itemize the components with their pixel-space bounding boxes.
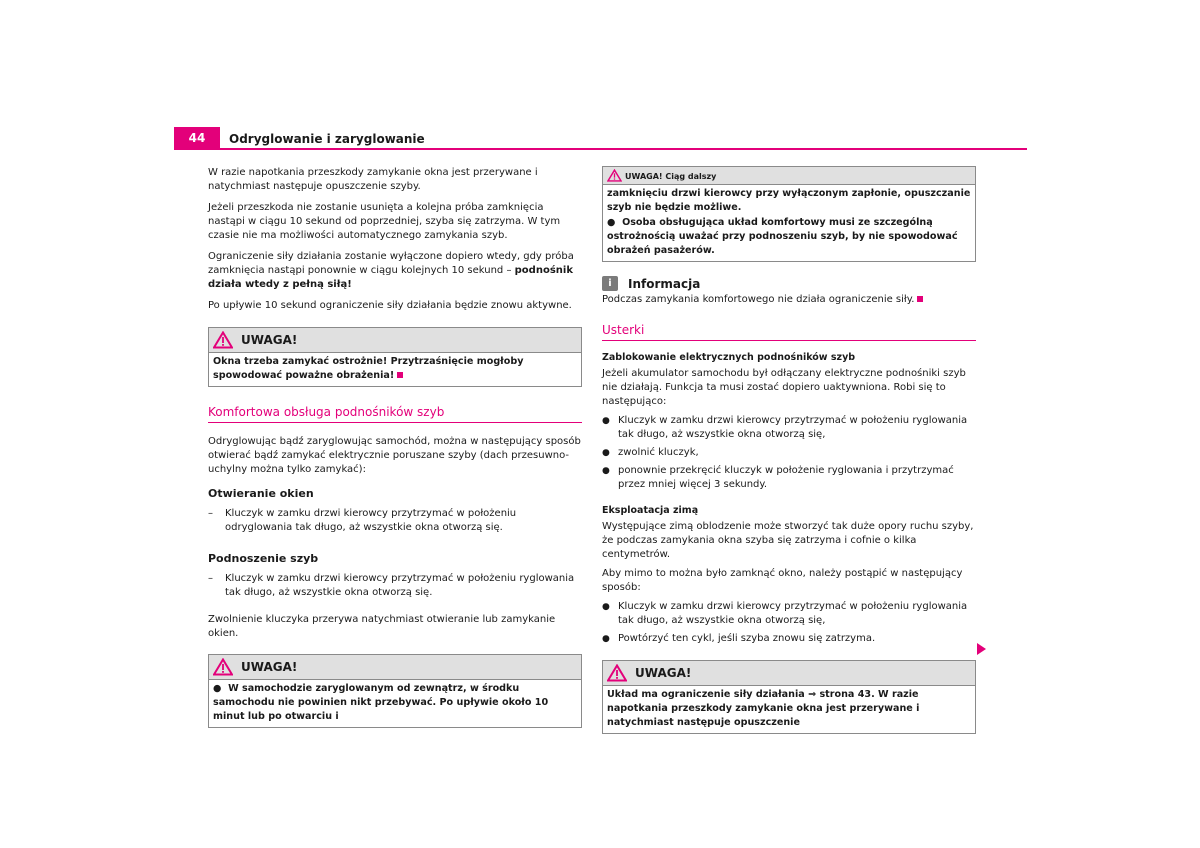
list-item: ● Kluczyk w zamku drzwi kierowcy przytrzymać w położeniu ryglowania tak długo, aż wszystkie okna otworzą się, xyxy=(602,415,968,440)
subheading: Podnoszenie szyb xyxy=(208,552,319,565)
warning-box xyxy=(208,327,582,387)
paragraph: W razie napotkania przeszkody zamykanie okna jest przerywane i natychmiast następuje opuszczenie szyby. xyxy=(208,167,538,192)
warning-icon xyxy=(213,331,233,349)
warning-icon xyxy=(213,658,233,676)
paragraph: Zwolnienie kluczyka przerywa natychmiast otwieranie lub zamykanie okien. xyxy=(208,614,556,639)
warning-text: Okna trzeba zamykać ostrożnie! Przytrzaśnięcie mogłoby spowodować poważne obrażenia! xyxy=(213,356,524,381)
list-item: ● Kluczyk w zamku drzwi kierowcy przytrzymać w położeniu ryglowania tak długo, aż wszystkie okna otworzą się, xyxy=(602,601,968,626)
warning-text: ● W samochodzie zaryglowanym od zewnątrz, w środku samochodu nie powinien nikt przebywać. Po upływie około 10 minut lub po otwarciu i xyxy=(213,683,549,722)
paragraph: Odryglowując bądź zaryglowując samochód, można w następujący sposób otwierać bądź zamykać elektrycznie poruszane szyby (dach przesuwno-uchylny można tylko zamykać): xyxy=(208,436,581,475)
section-title: Komfortowa obsługa podnośników szyb xyxy=(208,405,445,419)
left-column xyxy=(208,166,582,740)
section-rule xyxy=(208,422,582,423)
page-number: 44 xyxy=(188,131,206,145)
continue-arrow-icon xyxy=(977,643,986,655)
list-item: – Kluczyk w zamku drzwi kierowcy przytrzymać w położeniu ryglowania tak długo, aż wszystkie okna otworzą się. xyxy=(208,573,575,598)
list-item: – Kluczyk w zamku drzwi kierowcy przytrzymać w położeniu odryglowania tak długo, aż wszystkie okna otworzą się. xyxy=(208,508,517,533)
warning-header xyxy=(209,655,581,680)
subheading: Otwieranie okien xyxy=(208,487,314,500)
paragraph: Występujące zimą oblodzenie może stworzyć tak duże opory ruchu szyby, że podczas zamykania okna szyba się zatrzyma i cofnie o kilka centymetrów. xyxy=(602,521,974,560)
info-label: Informacja xyxy=(628,276,701,291)
warning-icon xyxy=(607,664,627,682)
info-text: Podczas zamykania komfortowego nie działa ograniczenie siły. xyxy=(602,293,976,307)
warning-header xyxy=(603,167,975,185)
warning-text: Układ ma ograniczenie siły działania ⇒ strona 43. W razie napotkania przeszkody zamykanie okna jest przerywane i natychmiast następuje opuszczenie xyxy=(607,689,920,728)
right-column xyxy=(602,166,976,746)
warning-header xyxy=(209,328,581,353)
warning-label: UWAGA! xyxy=(241,660,298,674)
paragraph: Jeżeli akumulator samochodu był odłączany elektryczne podnośniki szyb nie działają. Funkcja ta musi zostać dopiero uaktywniona. Robi się to następująco: xyxy=(602,368,966,407)
section-title: Usterki xyxy=(602,323,645,337)
end-marker-icon xyxy=(397,372,403,378)
paragraph: Aby mimo to można było zamknąć okno, należy postąpić w następujący sposób: xyxy=(602,568,963,593)
warning-text: zamknięciu drzwi kierowcy przy wyłączonym zapłonie, opuszczanie szyb nie będzie możliwe. ● Osoba obsługująca układ komfortowy musi ze szczególną ostrożnością uważać przy podnoszeniu szyb, by nie spowodować obrażeń pasażerów. xyxy=(607,188,971,256)
info-heading xyxy=(602,276,976,291)
section-rule xyxy=(602,340,976,341)
list-item: ● Powtórzyć ten cykl, jeśli szyba znowu się zatrzyma. xyxy=(602,633,876,644)
list-item: ● ponownie przekręcić kluczyk w położenie ryglowania i przytrzymać przez mniej więcej 3 sekundy. xyxy=(602,465,954,490)
subheading: Eksploatacja zimą xyxy=(602,505,699,516)
paragraph: Jeżeli przeszkoda nie zostanie usunięta a kolejna próba zamknięcia nastąpi w ciągu 10 sekund od poprzedniej, szyba się zatrzyma. W tym czasie nie ma możliwości automatycznego zamykania szyb. xyxy=(208,202,561,241)
warning-label: UWAGA! xyxy=(635,666,692,680)
header-rule xyxy=(174,148,1027,150)
end-marker-icon xyxy=(917,296,923,302)
page-title: Odryglowanie i zaryglowanie xyxy=(229,132,425,146)
warning-box xyxy=(602,660,976,734)
warning-continued-box xyxy=(602,166,976,262)
info-icon: i xyxy=(602,276,618,291)
warning-icon xyxy=(607,169,622,182)
list-item: ● zwolnić kluczyk, xyxy=(602,447,699,458)
paragraph: Ograniczenie siły działania zostanie wyłączone dopiero wtedy, gdy próba zamknięcia nastąpi ponownie w ciągu kolejnych 10 sekund – podnośnik działa wtedy z pełną siłą! xyxy=(208,251,574,290)
warning-label: UWAGA! Ciąg dalszy xyxy=(625,172,717,181)
warning-label: UWAGA! xyxy=(241,333,298,347)
warning-box xyxy=(208,654,582,728)
subheading: Zablokowanie elektrycznych podnośników szyb xyxy=(602,352,856,363)
warning-header xyxy=(603,661,975,686)
paragraph: Po upływie 10 sekund ograniczenie siły działania będzie znowu aktywne. xyxy=(208,300,572,311)
